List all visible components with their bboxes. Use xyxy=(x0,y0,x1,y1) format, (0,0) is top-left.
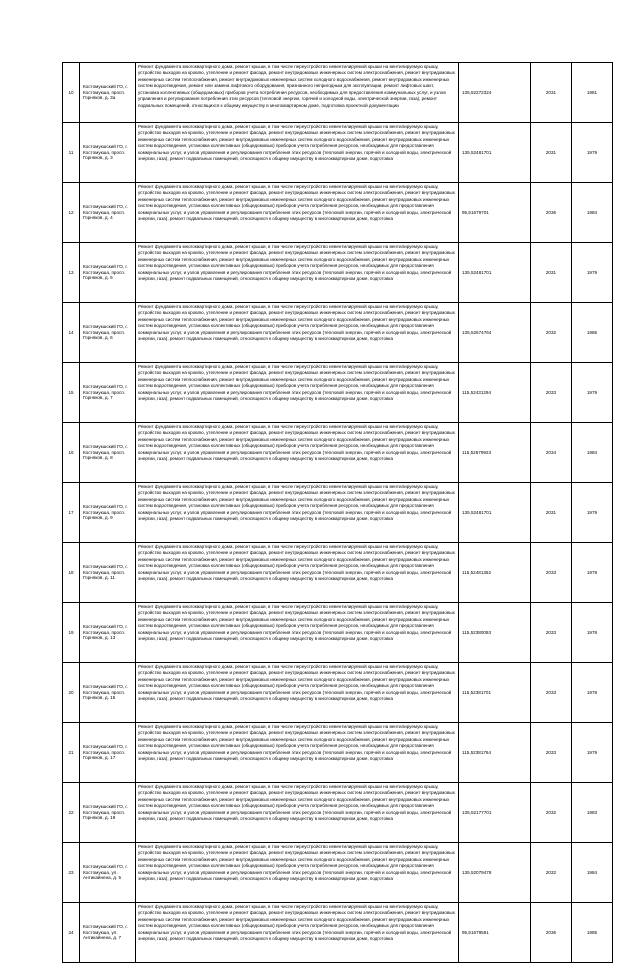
address-cell: Костомукшский ГО, г. Костомукша, просп. Горняков, д. 8 xyxy=(80,423,136,483)
address-cell: Костомукшский ГО, г. Костомукша, ул. Антикайнена, д. 7 xyxy=(80,903,136,963)
row-number: 17 xyxy=(63,483,80,543)
address-cell: Костомукшский ГО, г. Костомукша, просп. Горняков, д. 17 xyxy=(80,723,136,783)
cost-cell: 135,52079478 xyxy=(459,843,531,903)
planned-year-cell: 2036 xyxy=(531,183,572,243)
row-number: 13 xyxy=(63,243,80,303)
cost-cell: 115,52380093 xyxy=(459,603,531,663)
works-description-cell: Ремонт фундамента многоквартирного дома, ремонт крыши, в том числе переустройство невентилируемой крыши на вентилируемую крышу, устройство выходов на кровлю, утепление и ремонт фасада, ремонт внутридомовых инженерных систем электроснабжения, ремонт внутридомовых инженерных систем теплоснабжения, ремонт внутридомовых инженерных систем холодного водоснабжения, ремонт внутридомовых инженерных систем водоотведения, установка коллективных (общедомовых) приборов учета потребления ресурсов, необходимых для предоставления коммунальных услуг, и узлов управления и регулирования потребления этих ресурсов (тепловой энергии, горячей и холодной воды, электрической энергии, газа), ремонт подвальных помещений, относящихся к общему имуществу в многоквартирном доме, подготовка xyxy=(136,123,459,183)
works-description-cell: Ремонт фундамента многоквартирного дома, ремонт крыши, в том числе переустройство невентилируемой крыши на вентилируемую крышу, устройство выходов на кровлю, утепление и ремонт фасада, ремонт внутридомовых инженерных систем электроснабжения, ремонт внутридомовых инженерных систем теплоснабжения, ремонт внутридомовых инженерных систем холодного водоснабжения, ремонт внутридомовых инженерных систем водоотведения, установка коллективных (общедомовых) приборов учета потребления ресурсов, необходимых для предоставления коммунальных услуг, и узлов управления и регулирования потребления этих ресурсов (тепловой энергии, горячей и холодной воды, электрической энергии, газа), ремонт подвальных помещений, относящихся к общему имуществу в многоквартирном доме, подготовка xyxy=(136,183,459,243)
planned-year-cell: 2033 xyxy=(531,663,572,723)
table-row xyxy=(63,723,613,783)
cost-cell: 115,52381701 xyxy=(459,663,531,723)
table-row xyxy=(63,123,613,183)
row-number: 15 xyxy=(63,363,80,423)
table-row xyxy=(63,543,613,603)
cost-cell: 115,52481362 xyxy=(459,543,531,603)
build-year-cell: 1984 xyxy=(572,843,613,903)
address-cell: Костомукшский ГО, г. Костомукша, просп. Горняков, д. 7 xyxy=(80,363,136,423)
works-description-cell: Ремонт фундамента многоквартирного дома, ремонт крыши, в том числе переустройство невентилируемой крыши на вентилируемую крышу, устройство выходов на кровлю, утепление и ремонт фасада, ремонт внутридомовых инженерных систем электроснабжения, ремонт внутридомовых инженерных систем теплоснабжения, ремонт внутридомовых инженерных систем холодного водоснабжения, ремонт внутридомовых инженерных систем водоотведения, установка коллективных (общедомовых) приборов учета потребления ресурсов, необходимых для предоставления коммунальных услуг, и узлов управления и регулирования потребления этих ресурсов (тепловой энергии, горячей и холодной воды, электрической энергии, газа), ремонт подвальных помещений, относящихся к общему имуществу в многоквартирном доме, подготовка xyxy=(136,843,459,903)
cost-cell: 115,52431294 xyxy=(459,363,531,423)
table-row xyxy=(63,183,613,243)
works-description-cell: Ремонт фундамента многоквартирного дома, ремонт крыши, в том числе переустройство невентилируемой крыши на вентилируемую крышу, устройство выходов на кровлю, утепление и ремонт фасада, ремонт внутридомовых инженерных систем электроснабжения, ремонт внутридомовых инженерных систем теплоснабжения, ремонт внутридомовых инженерных систем холодного водоснабжения, ремонт внутридомовых инженерных систем водоотведения, ремонт или замена лифтового оборудования, признанного непригодным для эксплуатации, ремонт лифтовых шахт, установка коллективных (общедомовых) приборов учета потребления ресурсов, необходимых для предоставления коммунальных услуг, и узлов управления и регулирования потребления этих ресурсов (тепловой энергии, горячей и холодной воды, электрической энергии, газа), ремонт подвальных помещений, относящихся к общему имуществу в многоквартирном доме, подготовка проектной документации xyxy=(136,63,459,123)
row-number: 10 xyxy=(63,63,80,123)
address-cell: Костомукшский ГО, г. Костомукша, просп. Горняков, д. 3 xyxy=(80,123,136,183)
cost-cell: 135,52674764 xyxy=(459,303,531,363)
address-cell: Костомукшский ГО, г. Костомукша, ул. Антикайнена, д. 5 xyxy=(80,843,136,903)
works-description-cell: Ремонт фундамента многоквартирного дома, ремонт крыши, в том числе переустройство невентилируемой крыши на вентилируемую крышу, устройство выходов на кровлю, утепление и ремонт фасада, ремонт внутридомовых инженерных систем электроснабжения, ремонт внутридомовых инженерных систем теплоснабжения, ремонт внутридомовых инженерных систем холодного водоснабжения, ремонт внутридомовых инженерных систем водоотведения, установка коллективных (общедомовых) приборов учета потребления ресурсов, необходимых для предоставления коммунальных услуг, и узлов управления и регулирования потребления этих ресурсов (тепловой энергии, горячей и холодной воды, электрической энергии, газа), ремонт подвальных помещений, относящихся к общему имуществу в многоквартирном доме, подготовка xyxy=(136,603,459,663)
address-cell: Костомукшский ГО, г. Костомукша, просп. Горняков, д. 11 xyxy=(80,543,136,603)
document-page xyxy=(62,62,604,963)
works-description-cell: Ремонт фундамента многоквартирного дома, ремонт крыши, в том числе переустройство невентилируемой крыши на вентилируемую крышу, устройство выходов на кровлю, утепление и ремонт фасада, ремонт внутридомовых инженерных систем электроснабжения, ремонт внутридомовых инженерных систем теплоснабжения, ремонт внутридомовых инженерных систем холодного водоснабжения, ремонт внутридомовых инженерных систем водоотведения, установка коллективных (общедомовых) приборов учета потребления ресурсов, необходимых для предоставления коммунальных услуг, и узлов управления и регулирования потребления этих ресурсов (тепловой энергии, горячей и холодной воды, электрической энергии, газа), ремонт подвальных помещений, относящихся к общему имуществу в многоквартирном доме, подготовка xyxy=(136,903,459,963)
address-cell: Костомукшский ГО, г. Костомукша, просп. Горняков, д. 13 xyxy=(80,603,136,663)
cost-cell: 135,52272324 xyxy=(459,63,531,123)
planned-year-cell: 2031 xyxy=(531,63,572,123)
planned-year-cell: 2031 xyxy=(531,483,572,543)
cost-cell: 135,52481701 xyxy=(459,483,531,543)
table-row xyxy=(63,423,613,483)
row-number: 20 xyxy=(63,663,80,723)
address-cell: Костомукшский ГО, г. Костомукша, просп. Горняков, д. 3а xyxy=(80,63,136,123)
table-row xyxy=(63,843,613,903)
planned-year-cell: 2033 xyxy=(531,543,572,603)
address-cell: Костомукшский ГО, г. Костомукша, просп. Горняков, д. 5 xyxy=(80,243,136,303)
build-year-cell: 1983 xyxy=(572,783,613,843)
works-description-cell: Ремонт фундамента многоквартирного дома, ремонт крыши, в том числе переустройство невентилируемой крыши на вентилируемую крышу, устройство выходов на кровлю, утепление и ремонт фасада, ремонт внутридомовых инженерных систем электроснабжения, ремонт внутридомовых инженерных систем теплоснабжения, ремонт внутридомовых инженерных систем холодного водоснабжения, ремонт внутридомовых инженерных систем водоотведения, установка коллективных (общедомовых) приборов учета потребления ресурсов, необходимых для предоставления коммунальных услуг, и узлов управления и регулирования потребления этих ресурсов (тепловой энергии, горячей и холодной воды, электрической энергии, газа), ремонт подвальных помещений, относящихся к общему имуществу в многоквартирном доме, подготовка xyxy=(136,423,459,483)
planned-year-cell: 2032 xyxy=(531,843,572,903)
row-number: 11 xyxy=(63,123,80,183)
cost-cell: 135,52481701 xyxy=(459,123,531,183)
table-row xyxy=(63,903,613,963)
build-year-cell: 1979 xyxy=(572,243,613,303)
planned-year-cell: 2031 xyxy=(531,123,572,183)
build-year-cell: 1979 xyxy=(572,363,613,423)
build-year-cell: 1979 xyxy=(572,723,613,783)
works-description-cell: Ремонт фундамента многоквартирного дома, ремонт крыши, в том числе переустройство невентилируемой крыши на вентилируемую крышу, устройство выходов на кровлю, утепление и ремонт фасада, ремонт внутридомовых инженерных систем электроснабжения, ремонт внутридомовых инженерных систем теплоснабжения, ремонт внутридомовых инженерных систем холодного водоснабжения, ремонт внутридомовых инженерных систем водоотведения, установка коллективных (общедомовых) приборов учета потребления ресурсов, необходимых для предоставления коммунальных услуг, и узлов управления и регулирования потребления этих ресурсов (тепловой энергии, горячей и холодной воды, электрической энергии, газа), ремонт подвальных помещений, относящихся к общему имуществу в многоквартирном доме, подготовка xyxy=(136,243,459,303)
works-description-cell: Ремонт фундамента многоквартирного дома, ремонт крыши, в том числе переустройство невентилируемой крыши на вентилируемую крышу, устройство выходов на кровлю, утепление и ремонт фасада, ремонт внутридомовых инженерных систем электроснабжения, ремонт внутридомовых инженерных систем теплоснабжения, ремонт внутридомовых инженерных систем холодного водоснабжения, ремонт внутридомовых инженерных систем водоотведения, установка коллективных (общедомовых) приборов учета потребления ресурсов, необходимых для предоставления коммунальных услуг, и узлов управления и регулирования потребления этих ресурсов (тепловой энергии, горячей и холодной воды, электрической энергии, газа), ремонт подвальных помещений, относящихся к общему имуществу в многоквартирном доме, подготовка xyxy=(136,363,459,423)
build-year-cell: 1979 xyxy=(572,483,613,543)
build-year-cell: 1979 xyxy=(572,543,613,603)
build-year-cell: 1985 xyxy=(572,903,613,963)
works-description-cell: Ремонт фундамента многоквартирного дома, ремонт крыши, в том числе переустройство невентилируемой крыши на вентилируемую крышу, устройство выходов на кровлю, утепление и ремонт фасада, ремонт внутридомовых инженерных систем электроснабжения, ремонт внутридомовых инженерных систем теплоснабжения, ремонт внутридомовых инженерных систем холодного водоснабжения, ремонт внутридомовых инженерных систем водоотведения, установка коллективных (общедомовых) приборов учета потребления ресурсов, необходимых для предоставления коммунальных услуг, и узлов управления и регулирования потребления этих ресурсов (тепловой энергии, горячей и холодной воды, электрической энергии, газа), ремонт подвальных помещений, относящихся к общему имуществу в многоквартирном доме, подготовка xyxy=(136,723,459,783)
planned-year-cell: 2034 xyxy=(531,423,572,483)
planned-year-cell: 2032 xyxy=(531,303,572,363)
build-year-cell: 1978 xyxy=(572,663,613,723)
planned-year-cell: 2032 xyxy=(531,783,572,843)
cost-cell: 95,51679561 xyxy=(459,903,531,963)
build-year-cell: 1986 xyxy=(572,303,613,363)
table-row xyxy=(63,63,613,123)
row-number: 23 xyxy=(63,843,80,903)
table-row xyxy=(63,483,613,543)
planned-year-cell: 2031 xyxy=(531,243,572,303)
works-description-cell: Ремонт фундамента многоквартирного дома, ремонт крыши, в том числе переустройство невентилируемой крыши на вентилируемую крышу, устройство выходов на кровлю, утепление и ремонт фасада, ремонт внутридомовых инженерных систем электроснабжения, ремонт внутридомовых инженерных систем теплоснабжения, ремонт внутридомовых инженерных систем холодного водоснабжения, ремонт внутридомовых инженерных систем водоотведения, установка коллективных (общедомовых) приборов учета потребления ресурсов, необходимых для предоставления коммунальных услуг, и узлов управления и регулирования потребления этих ресурсов (тепловой энергии, горячей и холодной воды, электрической энергии, газа), ремонт подвальных помещений, относящихся к общему имуществу в многоквартирном доме, подготовка xyxy=(136,663,459,723)
address-cell: Костомукшский ГО, г. Костомукша, просп. Горняков, д. 6 xyxy=(80,303,136,363)
table-row xyxy=(63,243,613,303)
row-number: 22 xyxy=(63,783,80,843)
row-number: 12 xyxy=(63,183,80,243)
row-number: 14 xyxy=(63,303,80,363)
row-number: 19 xyxy=(63,603,80,663)
planned-year-cell: 2033 xyxy=(531,723,572,783)
works-description-cell: Ремонт фундамента многоквартирного дома, ремонт крыши, в том числе переустройство невентилируемой крыши на вентилируемую крышу, устройство выходов на кровлю, утепление и ремонт фасада, ремонт внутридомовых инженерных систем электроснабжения, ремонт внутридомовых инженерных систем теплоснабжения, ремонт внутридомовых инженерных систем холодного водоснабжения, ремонт внутридомовых инженерных систем водоотведения, установка коллективных (общедомовых) приборов учета потребления ресурсов, необходимых для предоставления коммунальных услуг, и узлов управления и регулирования потребления этих ресурсов (тепловой энергии, горячей и холодной воды, электрической энергии, газа), ремонт подвальных помещений, относящихся к общему имуществу в многоквартирном доме, подготовка xyxy=(136,783,459,843)
address-cell: Костомукшский ГО, г. Костомукша, просп. Горняков, д. 9 xyxy=(80,483,136,543)
planned-year-cell: 2036 xyxy=(531,903,572,963)
row-number: 18 xyxy=(63,543,80,603)
table-row xyxy=(63,603,613,663)
cost-cell: 95,51679701 xyxy=(459,183,531,243)
table-row xyxy=(63,303,613,363)
works-description-cell: Ремонт фундамента многоквартирного дома, ремонт крыши, в том числе переустройство невентилируемой крыши на вентилируемую крышу, устройство выходов на кровлю, утепление и ремонт фасада, ремонт внутридомовых инженерных систем электроснабжения, ремонт внутридомовых инженерных систем теплоснабжения, ремонт внутридомовых инженерных систем холодного водоснабжения, ремонт внутридомовых инженерных систем водоотведения, установка коллективных (общедомовых) приборов учета потребления ресурсов, необходимых для предоставления коммунальных услуг, и узлов управления и регулирования потребления этих ресурсов (тепловой энергии, горячей и холодной воды, электрической энергии, газа), ремонт подвальных помещений, относящихся к общему имуществу в многоквартирном доме, подготовка xyxy=(136,483,459,543)
row-number: 24 xyxy=(63,903,80,963)
works-description-cell: Ремонт фундамента многоквартирного дома, ремонт крыши, в том числе переустройство невентилируемой крыши на вентилируемую крышу, устройство выходов на кровлю, утепление и ремонт фасада, ремонт внутридомовых инженерных систем электроснабжения, ремонт внутридомовых инженерных систем теплоснабжения, ремонт внутридомовых инженерных систем холодного водоснабжения, ремонт внутридомовых инженерных систем водоотведения, установка коллективных (общедомовых) приборов учета потребления ресурсов, необходимых для предоставления коммунальных услуг, и узлов управления и регулирования потребления этих ресурсов (тепловой энергии, горячей и холодной воды, электрической энергии, газа), ремонт подвальных помещений, относящихся к общему имуществу в многоквартирном доме, подготовка xyxy=(136,543,459,603)
table-row xyxy=(63,783,613,843)
table-body xyxy=(63,63,613,963)
build-year-cell: 1984 xyxy=(572,423,613,483)
cost-cell: 115,52679923 xyxy=(459,423,531,483)
cost-cell: 135,52481701 xyxy=(459,243,531,303)
address-cell: Костомукшский ГО, г. Костомукша, просп. Горняков, д. 4 xyxy=(80,183,136,243)
table-row xyxy=(63,663,613,723)
build-year-cell: 1981 xyxy=(572,63,613,123)
repair-schedule-table xyxy=(62,62,613,963)
address-cell: Костомукшский ГО, г. Костомукша, просп. Горняков, д. 19 xyxy=(80,783,136,843)
build-year-cell: 1978 xyxy=(572,603,613,663)
row-number: 16 xyxy=(63,423,80,483)
planned-year-cell: 2033 xyxy=(531,363,572,423)
cost-cell: 115,52381764 xyxy=(459,723,531,783)
planned-year-cell: 2033 xyxy=(531,603,572,663)
table-row xyxy=(63,363,613,423)
cost-cell: 135,52177701 xyxy=(459,783,531,843)
row-number: 21 xyxy=(63,723,80,783)
address-cell: Костомукшский ГО, г. Костомукша, просп. Горняков, д. 15 xyxy=(80,663,136,723)
build-year-cell: 1984 xyxy=(572,183,613,243)
build-year-cell: 1979 xyxy=(572,123,613,183)
works-description-cell: Ремонт фундамента многоквартирного дома, ремонт крыши, в том числе переустройство невентилируемой крыши на вентилируемую крышу, устройство выходов на кровлю, утепление и ремонт фасада, ремонт внутридомовых инженерных систем электроснабжения, ремонт внутридомовых инженерных систем теплоснабжения, ремонт внутридомовых инженерных систем холодного водоснабжения, ремонт внутридомовых инженерных систем водоотведения, установка коллективных (общедомовых) приборов учета потребления ресурсов, необходимых для предоставления коммунальных услуг, и узлов управления и регулирования потребления этих ресурсов (тепловой энергии, горячей и холодной воды, электрической энергии, газа), ремонт подвальных помещений, относящихся к общему имуществу в многоквартирном доме, подготовка xyxy=(136,303,459,363)
